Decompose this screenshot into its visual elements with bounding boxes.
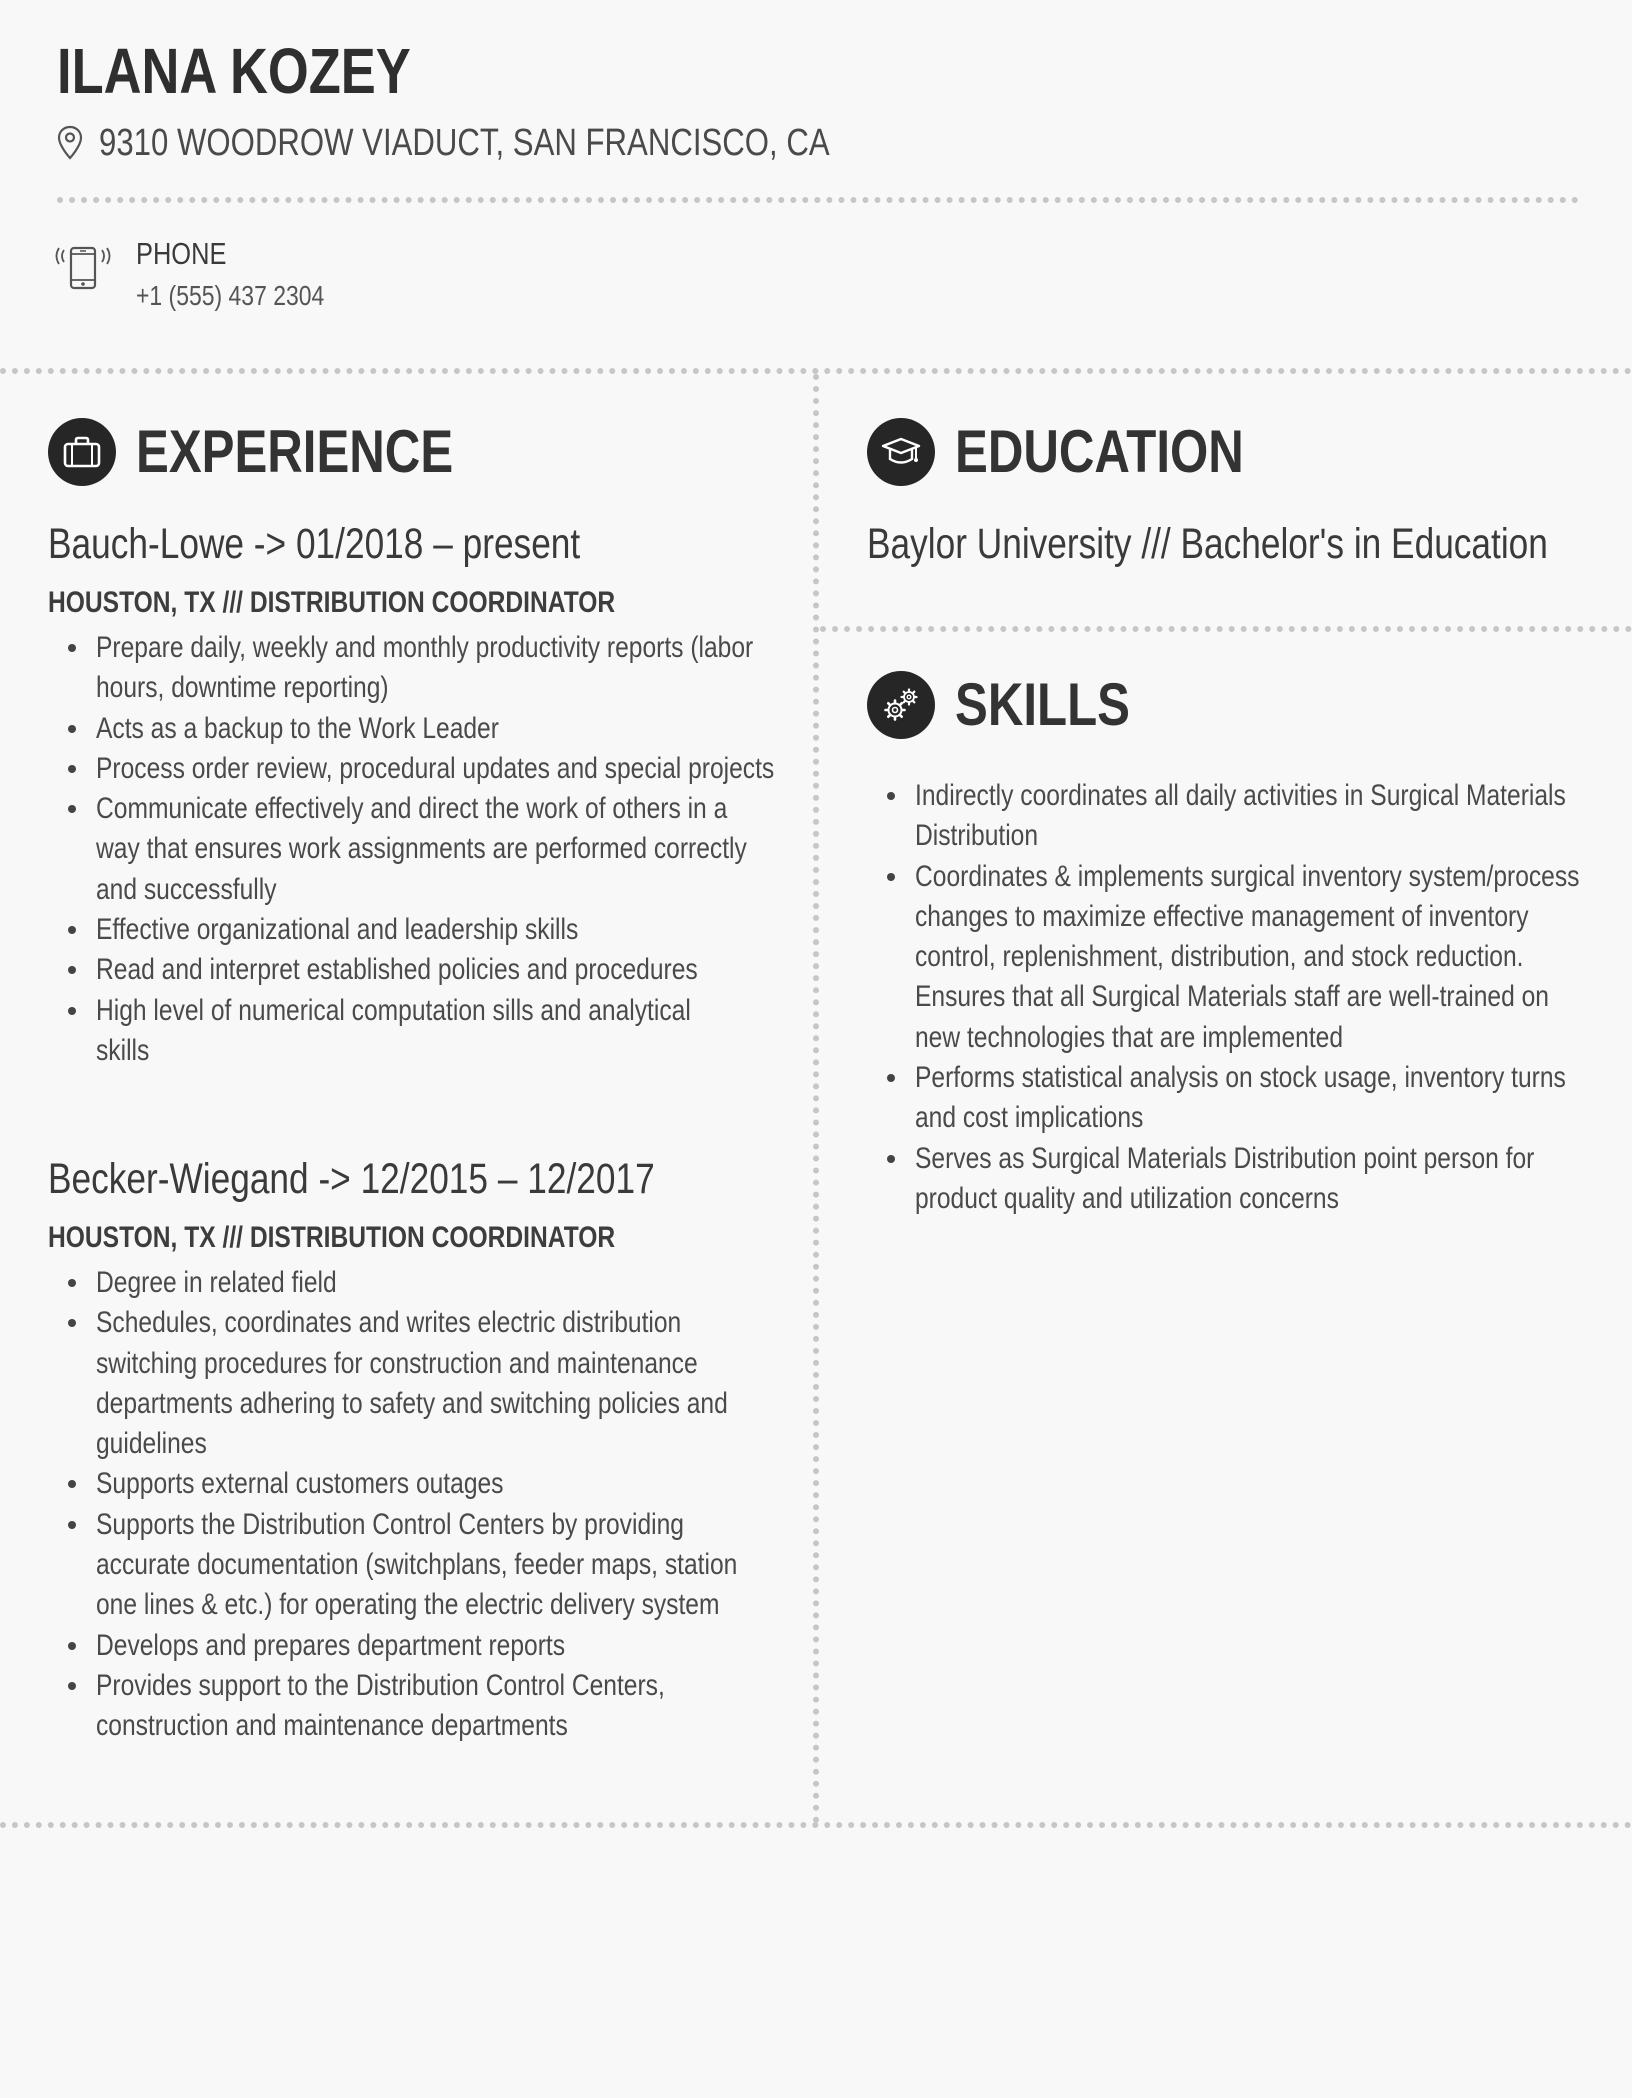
- job-entry: [48, 1155, 788, 1747]
- list-item: Effective organizational and leadership skills: [48, 910, 788, 950]
- candidate-name: ILANA KOZEY: [57, 35, 411, 107]
- list-item: Develops and prepares department reports: [48, 1626, 788, 1666]
- location-pin-icon: [57, 125, 83, 161]
- header-divider: [57, 197, 1579, 203]
- job-bullets: [48, 628, 788, 1071]
- phone-value[interactable]: +1 (555) 437 2304: [136, 280, 325, 311]
- list-item: Coordinates & implements surgical inventory system/process changes to maximize effective management of inventory control, replenishment, distribution, and stock reduction. Ensures that all Surgical Materials staff are well-trained on new technologies that are implemented: [867, 857, 1607, 1058]
- education-degree: Baylor University /// Bachelor's in Education: [867, 520, 1548, 568]
- list-item: Process order review, procedural updates and special projects: [48, 749, 788, 789]
- address: 9310 WOODROW VIADUCT, SAN FRANCISCO, CA: [99, 121, 830, 164]
- skills-header: [867, 670, 1168, 739]
- list-item: Supports the Distribution Control Centers by providing accurate documentation (switchplans, feeder maps, station one lines & etc.) for operating the electric delivery system: [48, 1505, 788, 1626]
- gears-icon: [867, 671, 935, 739]
- list-item: Performs statistical analysis on stock usage, inventory turns and cost implications: [867, 1058, 1607, 1139]
- job-heading: Becker-Wiegand -> 12/2015 – 12/2017: [48, 1155, 655, 1203]
- list-item: Read and interpret established policies and procedures: [48, 950, 788, 990]
- contact-block: [54, 236, 366, 312]
- job-heading: Bauch-Lowe -> 01/2018 – present: [48, 520, 581, 568]
- education-header: [867, 417, 1307, 486]
- education-divider: [820, 626, 1632, 632]
- column-divider: [813, 374, 819, 1824]
- list-item: Supports external customers outages: [48, 1464, 788, 1504]
- list-item: Serves as Surgical Materials Distribution point person for product quality and utilization concerns: [867, 1139, 1607, 1220]
- list-item: Degree in related field: [48, 1263, 788, 1303]
- job-location-role: HOUSTON, TX /// DISTRIBUTION COORDINATOR: [48, 586, 616, 619]
- education-entry: [867, 520, 1607, 569]
- experience-header: [48, 417, 523, 486]
- job-location-role: HOUSTON, TX /// DISTRIBUTION COORDINATOR: [48, 1221, 616, 1254]
- job-bullets: [48, 1263, 788, 1747]
- skills-bullets: [867, 776, 1607, 1219]
- education-title: EDUCATION: [955, 418, 1244, 485]
- skills-list: [867, 776, 1607, 1219]
- graduation-cap-icon: [867, 418, 935, 486]
- experience-title: EXPERIENCE: [136, 418, 454, 485]
- job-entry: [48, 520, 788, 1071]
- list-item: Communicate effectively and direct the work of others in a way that ensures work assignments are performed correctly and successfully: [48, 789, 788, 910]
- list-item: Prepare daily, weekly and monthly productivity reports (labor hours, downtime reporting): [48, 628, 788, 709]
- phone-label: PHONE: [136, 236, 227, 271]
- footer-divider: [0, 1822, 1632, 1828]
- briefcase-icon: [48, 418, 116, 486]
- list-item: Provides support to the Distribution Control Centers, construction and maintenance departments: [48, 1666, 788, 1747]
- list-item: Indirectly coordinates all daily activities in Surgical Materials Distribution: [867, 776, 1607, 857]
- list-item: Acts as a backup to the Work Leader: [48, 709, 788, 749]
- list-item: Schedules, coordinates and writes electric distribution switching procedures for construction and maintenance departments adhering to safety and switching policies and guidelines: [48, 1303, 788, 1464]
- skills-title: SKILLS: [955, 671, 1130, 738]
- address-row: [57, 118, 990, 168]
- list-item: High level of numerical computation sills and analytical skills: [48, 991, 788, 1072]
- phone-icon: [54, 236, 112, 300]
